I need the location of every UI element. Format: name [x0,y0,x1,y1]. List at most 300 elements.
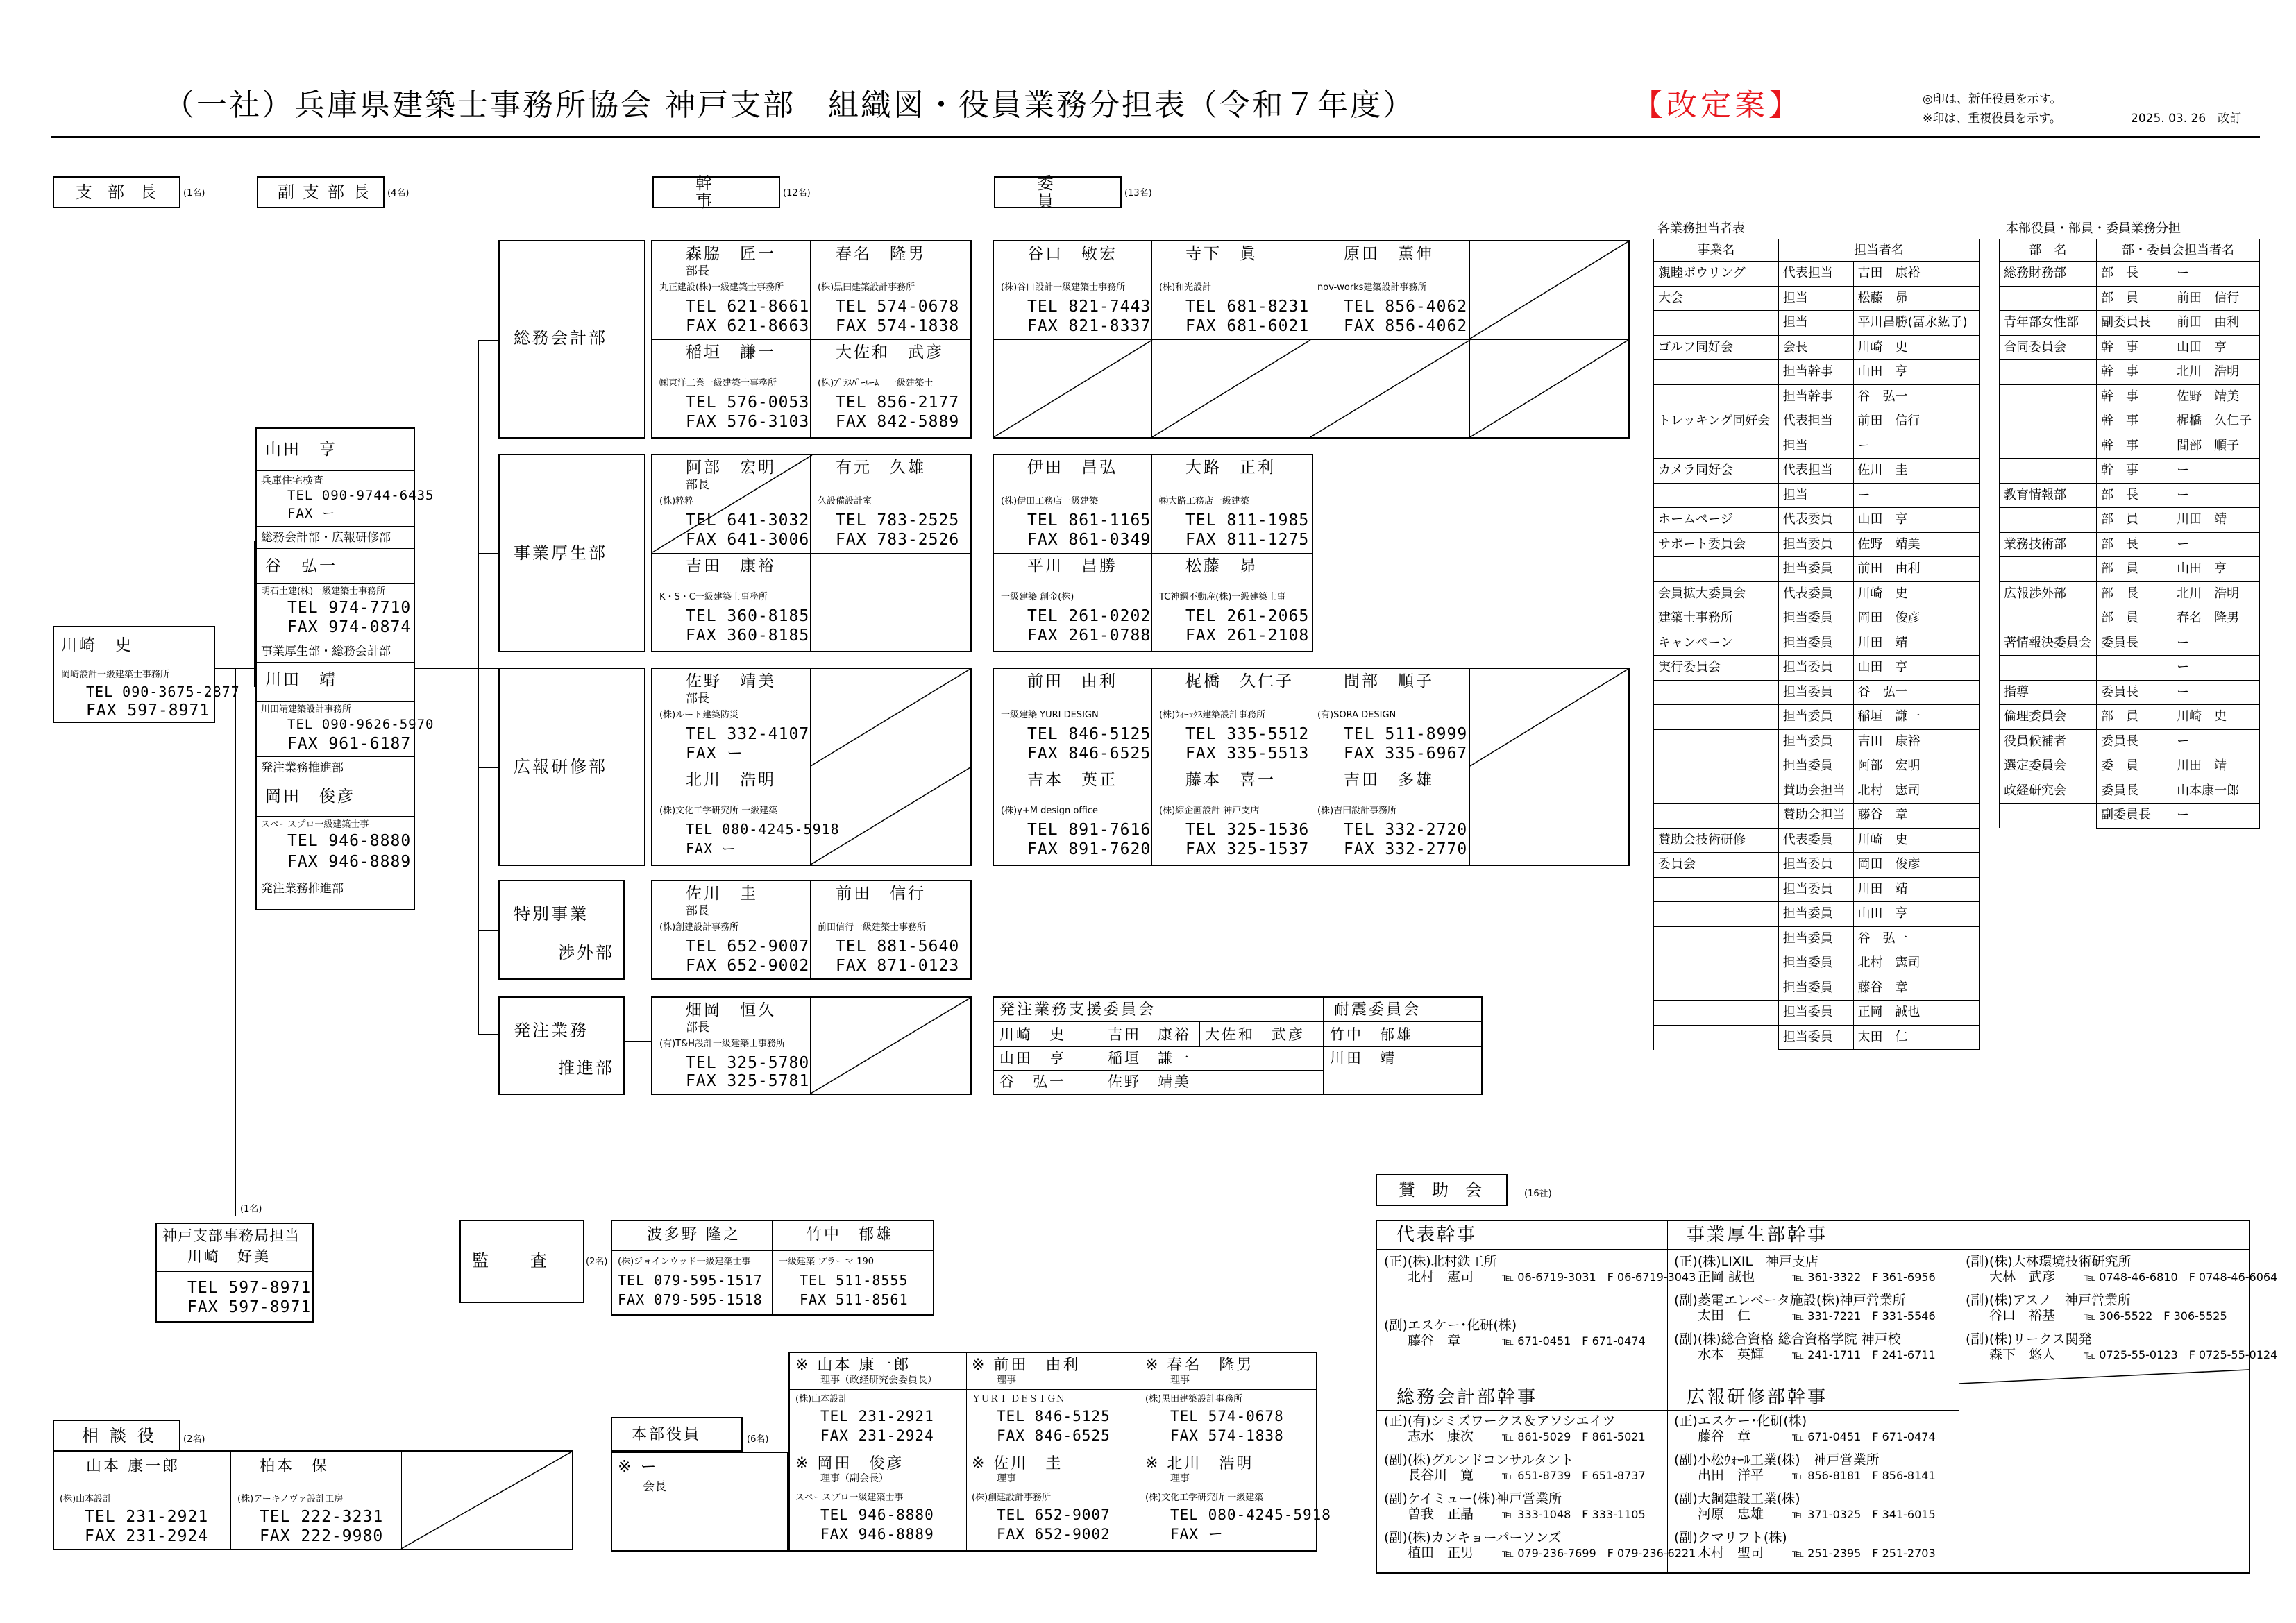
connector [478,930,498,931]
honbu-officer-name: ※ 前田 由利 [972,1357,1081,1374]
sponsor-person: 植田 正男 [1408,1545,1474,1561]
honbu-officer-title: 理事 [997,1473,1016,1484]
empty-slot [1310,340,1470,437]
vice-head-tel: TEL 090-9744-6435 [287,488,434,503]
honbu-officer-tel: TEL 846-5125 [997,1408,1111,1425]
soudan-name: 山本 康一郎 [86,1458,180,1475]
kanji-grid-soumu [651,240,972,439]
honbu-row-cell: 幹 事 [2096,384,2172,409]
duty-row-cell: 正岡 誠也 [1853,1001,1980,1026]
empty-slot [1470,340,1628,437]
kanji-card: 畑岡 恒久 部長 (有)T&H設計一級建築士事務所 TEL 325-5780 FAX 325-5781 [652,998,811,1094]
iin-card: 藤本 喜一 (株)綜企画設計 神戸支店 TEL 325-1536 FAX 325-1537 [1152,767,1310,865]
duty-row-cell: 川崎 史 [1853,335,1980,360]
vice-head-role: 事業厚生部・総務会計部 [261,645,391,658]
iin-card: 松藤 昴 TC神鋼不動産(株)一級建築士事 TEL 261-2065 FAX 261-2108 [1159,557,1310,645]
kanji-header: 幹事 [652,176,780,208]
honbu-officer-name: ※ 山本 康一郎 [795,1357,911,1374]
empty-slot [994,340,1152,437]
vice-head-role: 発注業務推進部 [261,882,344,896]
duty-row [1654,409,1980,434]
duty-row-cell: 阿部 宏明 [1853,754,1980,779]
duty-row-cell: 山田 亨 [1853,656,1980,681]
kansa-tel: TEL 079-595-1517 [618,1272,763,1289]
duty-row [1654,286,1980,311]
duty-row-cell: 担当 [1778,483,1853,508]
branch-head-name: 川崎 史 [61,636,133,654]
duty-row-cell [1654,311,1779,336]
sponsor-person: 河原 忠雄 [1698,1506,1764,1522]
vice-head-fax: FAX 946-8889 [287,853,412,871]
branch-head-tel: TEL 090-3675-2877 [86,683,240,700]
sponsor-tel: ℡ 06-6719-3031 F 06-6719-3043 [1502,1271,1696,1284]
honbu-row-cell: ー [2172,631,2260,656]
duty-row-cell: 松藤 昴 [1853,286,1980,311]
duty-row-cell: 平川昌勝(冨永紘子) [1853,311,1980,336]
sponsor-tel: ℡ 0725-55-0123 F 0725-55-0124 [2084,1348,2278,1361]
honbu-row-cell: 副委員長 [2096,311,2172,336]
honbu-row-cell: 佐野 靖美 [2172,384,2260,409]
iin-card: 梶橋 久仁子 (株)ｳｨｰｯｸｽ建築設計事務所 TEL 335-5512 FAX 335-5513 [1152,669,1310,767]
duty-row-cell [1654,384,1779,409]
honbu-officer-tel: TEL 574-0678 [1170,1408,1284,1425]
duty-row [1654,1001,1980,1026]
revision-date: 2025. 03. 26 改訂 [2131,112,2242,126]
duty-row [1654,360,1980,385]
sponsor-empty-slash [1959,1370,2249,1384]
honbu-row-cell: 倫理委員会 [2000,705,2097,730]
duty-row-cell: 吉田 康裕 [1853,262,1980,287]
sponsor-person: 谷口 裕基 [1989,1308,2056,1323]
duty-row [1654,951,1980,976]
honbu-officer-fax: FAX 231-2924 [820,1427,934,1444]
duty-row [1654,926,1980,951]
iin-card: 谷口 敏宏 (株)谷口設計一級建築士事務所 TEL 821-7443 FAX 821-8337 [994,241,1152,340]
honbu-row-cell: 川田 靖 [2172,754,2260,779]
honbu-row-cell: 梶橋 久仁子 [2172,409,2260,434]
duty-row-cell: ー [1853,434,1980,459]
honbu-row [2000,459,2260,484]
duty-row-cell: 北村 憲司 [1853,951,1980,976]
honbu-row-cell: 部 員 [2096,286,2172,311]
honbu-row-cell [2000,459,2097,484]
duty-row-cell: 担当委員 [1778,606,1853,631]
duty-row-cell: 山田 亨 [1853,902,1980,927]
duty-row-cell [1654,804,1779,829]
empty-slot [401,1452,572,1549]
honbu-row-cell: 山田 亨 [2172,557,2260,582]
order-committee-member: 佐野 靖美 [1108,1073,1191,1090]
soudan-fax: FAX 231-2924 [85,1527,209,1545]
duty-row-cell: 山田 亨 [1853,508,1980,533]
honbu-row [2000,286,2260,311]
honbu-row [2000,384,2260,409]
duty-row-cell: 代表担当 [1778,262,1853,287]
iin-card: 吉本 英正 (株)y+M design office TEL 891-7616 FAX 891-7620 [994,767,1152,865]
duty-row-cell: 大会 [1654,286,1779,311]
honbu-chair [611,1452,788,1552]
vice-head-role: 発注業務推進部 [261,761,344,775]
duty-row [1654,459,1980,484]
duty-row-cell: 前田 由利 [1853,557,1980,582]
sponsor-name: (副)クマリフト(株) [1674,1530,1787,1545]
sponsor-name: (副)(株)アスノ 神戸営業所 [1966,1293,2131,1308]
duty-row-cell: サポート委員会 [1654,532,1779,557]
duty-row-cell: 担当幹事 [1778,384,1853,409]
duty-row-cell [1654,705,1779,730]
header-rule [51,136,2260,138]
honbu-officer-title: 理事（副会長） [820,1473,888,1484]
honbu-row [2000,311,2260,336]
quake-committee-member: 竹中 郁雄 [1330,1026,1413,1043]
honbu-row [2000,557,2260,582]
duty-row-cell: 佐野 靖美 [1853,532,1980,557]
vice-head-name: 山田 亨 [265,441,337,459]
kanji-count: (12名) [783,188,811,198]
honbu-row [2000,360,2260,385]
empty-slot [811,998,970,1094]
empty-slot [1470,669,1628,767]
duty-col-person: 担当者名 [1778,239,1979,262]
honbu-officer-tel: TEL 946-8880 [820,1506,934,1523]
honbu-officer-fax: FAX 574-1838 [1170,1427,1284,1444]
iin-card: 平川 昌勝 一級建築 創金(株) TEL 261-0202 FAX 261-0788 [994,554,1152,651]
iin-card: 原田 薫伸 nov-works建築設計事務所 TEL 856-4062 FAX 856-4062 [1310,241,1470,340]
duty-row-cell: 太田 仁 [1853,1025,1980,1050]
sponsor-tel: ℡ 371-0325 F 341-6015 [1792,1508,1936,1521]
honbu-row-cell: 総務財務部 [2000,262,2097,287]
duty-row [1654,483,1980,508]
honbu-row-cell: 副委員長 [2096,804,2172,829]
kanji-card: 森脇 匠一 部長 丸正建設(株)一級建築士事務所 TEL 621-8661 FAX 621-8663 [652,241,811,340]
dept-tokubetsu: 特別事業 渉外部 [498,880,625,980]
soudan-org: (株)山本設計 [60,1494,112,1504]
duty-row-cell: 代表委員 [1778,508,1853,533]
sponsor-person: 藤谷 章 [1698,1429,1751,1444]
kansa-org: 一級建築 プラーマ 190 [779,1257,875,1267]
honbu-officer-name: ※ 春名 隆男 [1145,1357,1254,1374]
branch-head-header: 支部長 [53,176,180,208]
duty-row-cell [1654,926,1779,951]
duty-row-cell: ー [1853,483,1980,508]
duty-row-cell: 委員会 [1654,853,1779,878]
sponsor-name: (副)菱電エレベータ施設(株)神戸営業所 [1674,1293,1906,1308]
sponsor-name: (副)(株)リークス関発 [1966,1332,2092,1347]
duty-row-cell: 担当幹事 [1778,360,1853,385]
honbu-row-cell: 委員長 [2096,631,2172,656]
duty-row-cell [1654,360,1779,385]
sponsor-name: (副)小松ｳｫｰﾙ工業(株) 神戸営業所 [1674,1452,1880,1468]
honbu-table-title: 本部役員・部員・委員業務分担 [2006,221,2181,236]
honbu-row-cell: 青年部女性部 [2000,311,2097,336]
branch-head-count: (1名) [183,188,205,198]
duty-row [1654,631,1980,656]
sponsor-tel: ℡ 251-2395 F 251-2703 [1792,1547,1936,1560]
soudan-tel: TEL 231-2921 [85,1508,209,1526]
duty-row-cell: 前田 信行 [1853,409,1980,434]
connector [235,668,236,1216]
honbu-row-cell: ー [2172,680,2260,705]
duty-row-cell: 担当 [1778,434,1853,459]
duty-row-cell [1654,951,1779,976]
duty-row [1654,680,1980,705]
sponsor-tel: ℡ 861-5029 F 861-5021 [1502,1430,1646,1443]
duty-row [1654,335,1980,360]
empty-slot [652,455,812,552]
honbu-officer-org: ＹＵＲＩ ＤＥＳＩＧＮ [972,1394,1065,1404]
sponsor-name: (副)(株)総合資格 総合資格学院 神戸校 [1674,1332,1901,1347]
honbu-row-cell: ー [2172,729,2260,754]
honbu-officer-tel: TEL 231-2921 [820,1408,934,1425]
soudan-org: (株)アーキノヴァ設計工房 [237,1494,344,1504]
sponsor-name: (副)ケイミュー(株)神戸営業所 [1384,1491,1562,1506]
honbu-row-cell: 幹 事 [2096,434,2172,459]
iin-card: 大路 正利 ㈱大路工務店一級建築 TEL 811-1985 FAX 811-1275 [1152,455,1312,554]
honbu-table [1999,239,2260,829]
sponsor-person: 水本 英輝 [1698,1347,1764,1362]
honbu-row-cell: 北川 浩明 [2172,581,2260,606]
sponsor-person: 出田 洋平 [1698,1468,1764,1483]
honbu-row-cell [2000,606,2097,631]
duty-row-cell: キャンペーン [1654,631,1779,656]
honbu-row [2000,754,2260,779]
honbu-row-cell: 北川 浩明 [2172,360,2260,385]
iin-card: 寺下 眞 (株)和光設計 TEL 681-8231 FAX 681-6021 [1152,241,1310,340]
honbu-officer-tel: TEL 080-4245-5918 [1170,1506,1331,1523]
honbu-count: (6名) [747,1434,769,1445]
duty-row-cell [1654,754,1779,779]
duty-row-cell: 北村 憲司 [1853,779,1980,804]
honbu-table-wrap [1999,239,2260,829]
honbu-row [2000,631,2260,656]
order-committee-member: 稲垣 謙一 [1108,1050,1191,1067]
honbu-officer-name: ※ 岡田 俊彦 [795,1455,904,1472]
vice-head-org: 明石土建(株)一級建築士事務所 [261,586,386,597]
honbu-row-cell: 部 長 [2096,262,2172,287]
honbu-row-cell: 春名 隆男 [2172,606,2260,631]
honbu-row [2000,508,2260,533]
honbu-row-cell: 選定委員会 [2000,754,2097,779]
vice-head-org: 兵庫住宅検査 [261,474,324,486]
duty-row [1654,729,1980,754]
honbu-row-cell [2000,384,2097,409]
duty-row-cell: カメラ同好会 [1654,459,1779,484]
order-committee-member: 谷 弘一 [999,1073,1066,1090]
honbu-officer-org: (株)黒田建築設計事務所 [1145,1394,1243,1404]
iin-card: 伊田 昌弘 (株)伊田工務店一級建築 TEL 861-1165 FAX 861-0349 [994,455,1152,554]
honbu-row-cell: 合同委員会 [2000,335,2097,360]
honbu-row-cell: 山本康一郎 [2172,779,2260,804]
honbu-row-cell: 幹 事 [2096,335,2172,360]
honbu-officer-title: 理事（政経研究会委員長） [820,1375,937,1386]
duty-row-cell: ホームページ [1654,508,1779,533]
duty-row-cell [1654,729,1779,754]
kanji-card: 有元 久雄 久設備設計室 TEL 783-2525 FAX 783-2526 [811,455,970,554]
honbu-row-cell: 部 長 [2096,532,2172,557]
order-committee-title: 発注業務支援委員会 [999,1001,1156,1019]
honbu-grid [788,1352,1331,1552]
duty-row-cell: 川崎 史 [1853,828,1980,853]
duty-row-cell: 建築士事務所 [1654,606,1779,631]
note-new-officer: ◎印は、新任役員を示す。 [1923,92,2062,106]
honbu-row-cell: 教育情報部 [2000,483,2097,508]
honbu-row-cell: 委員長 [2096,729,2172,754]
honbu-officer-fax: FAX 846-6525 [997,1427,1111,1444]
sponsor-tel: ℡ 0748-46-6810 F 0748-46-6064 [2084,1271,2278,1284]
sponsor-tel: ℡ 241-1711 F 241-6711 [1792,1348,1936,1361]
duty-row-cell: 担当委員 [1778,902,1853,927]
iin-grid-kouhou [993,668,1630,866]
soudan-tel: TEL 222-3231 [260,1508,384,1526]
duty-row-cell: 岡田 俊彦 [1853,606,1980,631]
duty-row-cell: トレッキング同好会 [1654,409,1779,434]
honbu-col-dept: 部 名 [2000,239,2097,262]
duty-row [1654,877,1980,902]
jigyo-title: 事業厚生部幹事 [1687,1225,1828,1246]
office-title: 神戸支部事務局担当 [162,1227,300,1244]
sponsor-person: 曽我 正晶 [1408,1506,1474,1522]
connector [478,553,498,554]
draft-label: 【改定案】 [1632,87,1803,123]
iin-count: (13名) [1124,188,1152,198]
honbu-row-cell: 川崎 史 [2172,705,2260,730]
duty-row-cell: 担当委員 [1778,754,1853,779]
honbu-row [2000,705,2260,730]
honbu-officer-title: 理事 [997,1375,1016,1386]
sponsor-name: (正)(株)北村鉄工所 [1384,1254,1497,1269]
honbu-officer-org: (株)創建設計事務所 [972,1493,1052,1503]
vice-head-org: スペースプロ一級建築士事 [261,819,369,830]
office-name: 川崎 好美 [187,1248,271,1265]
kanji-card: 吉田 康裕 K・S・C一級建築士事務所 TEL 360-8185 FAX 360-8185 [652,554,811,651]
kansa-count: (2名) [586,1257,608,1267]
honbu-row [2000,335,2260,360]
sponsor-tel: ℡ 651-8739 F 651-8737 [1502,1469,1646,1482]
kansa-org: (株)ジョインウッド一級建築士事 [618,1257,751,1267]
honbu-row-cell: ー [2172,459,2260,484]
quake-committee-title: 耐震委員会 [1334,1001,1421,1019]
duty-row-cell: 担当 [1778,286,1853,311]
duty-row-cell: 担当委員 [1778,656,1853,681]
kanji-card: 佐野 靖美 部長 (株)ルート建築防災 TEL 332-4107 FAX ー [652,669,811,767]
sponsor-tel: ℡ 671-0451 F 671-0474 [1792,1430,1936,1443]
duty-row-cell: 藤谷 章 [1853,976,1980,1001]
honbu-officer-org: スペースプロ一級建築士事 [795,1493,904,1503]
soudan-name: 柏本 保 [260,1458,330,1475]
duty-row-cell: 藤谷 章 [1853,804,1980,829]
duty-row [1654,656,1980,681]
honbu-row [2000,483,2260,508]
sponsor-tel: ℡ 079-236-7699 F 079-236-6221 [1502,1547,1696,1560]
order-committee-member: 山田 亨 [999,1050,1066,1067]
honbu-row [2000,680,2260,705]
honbu-officer-org: (株)文化工学研究所 一級建築 [1145,1493,1264,1503]
sponsor-tel: ℡ 306-5522 F 306-5525 [2084,1309,2227,1323]
sponsor-name: (副)大鋼建設工業(株) [1674,1491,1800,1506]
honbu-row-cell [2000,360,2097,385]
duty-row-cell: 代表委員 [1778,581,1853,606]
honbu-officer-org: (株)山本設計 [795,1394,848,1404]
duty-row [1654,384,1980,409]
iin-grid-jigyo [993,454,1313,652]
honbu-officer-name: ※ 佐川 圭 [972,1455,1063,1472]
empty-slot [1470,241,1628,340]
kansa-grid [611,1220,934,1316]
sanjo-header: 賛助会 [1376,1174,1508,1206]
duty-row-cell [1654,557,1779,582]
soudan-count: (2名) [183,1434,205,1445]
kouhou-title: 広報研修部幹事 [1687,1387,1828,1408]
duty-row-cell: 担当委員 [1778,976,1853,1001]
connector [625,1041,652,1042]
duty-row-cell: 谷 弘一 [1853,384,1980,409]
kanji-card: 稲垣 謙一 ㈱東洋工業一級建築士事務所 TEL 576-0053 FAX 576-3103 [652,340,811,437]
honbu-officer-name: ※ 北川 浩明 [1145,1455,1254,1472]
honbu-row-cell: 著情報決委員会 [2000,631,2097,656]
honbu-row-cell: 政経研究会 [2000,779,2097,804]
vice-head-tel: TEL 090-9626-5970 [287,717,434,732]
duty-row-cell: 担当委員 [1778,926,1853,951]
daihyo-title: 代表幹事 [1396,1225,1478,1246]
kansa-tel: TEL 511-8555 [800,1272,909,1289]
duty-table-title: 各業務担当者表 [1657,221,1745,236]
sponsor-person: 藤谷 章 [1408,1333,1461,1348]
vice-head-org: 川田靖建築設計事務所 [261,704,352,715]
duty-row-cell: 賛助会担当 [1778,804,1853,829]
honbu-row-cell: 部 長 [2096,581,2172,606]
office-count: (1名) [240,1204,262,1214]
order-committee-member: 吉田 康裕 [1108,1026,1191,1043]
sponsor-tel: ℡ 331-7221 F 331-5546 [1792,1309,1936,1323]
honbu-row [2000,409,2260,434]
honbu-row [2000,532,2260,557]
duty-row-cell: 吉田 康裕 [1853,729,1980,754]
sponsor-name: (副)(株)グルンドコンサルタント [1384,1452,1574,1468]
honbu-row-cell: 幹 事 [2096,409,2172,434]
duty-col-event: 事業名 [1654,239,1779,262]
duty-row [1654,754,1980,779]
kansa-fax: FAX 511-8561 [800,1291,909,1308]
duty-row-cell: 担当 [1778,311,1853,336]
honbu-row-cell: 業務技術部 [2000,532,2097,557]
vice-head-role: 総務会計部・広報研修部 [261,531,391,545]
duty-row [1654,804,1980,829]
duty-row-cell [1654,902,1779,927]
kanji-card: 阿部 宏明 部長 (株)粋粋 TEL 641-3032 FAX 641-3006 [652,455,811,554]
honbu-row-cell [2000,508,2097,533]
dept-jigyo: 事業厚生部 [498,454,645,652]
honbu-officer-title: 理事 [1170,1473,1190,1484]
sponsor-name: (副)(株)大林環境技術研究所 [1966,1254,2132,1269]
duty-row-cell [1654,779,1779,804]
duty-table-wrap [1653,239,1980,1050]
sponsor-tel: ℡ 856-8181 F 856-8141 [1792,1469,1936,1482]
kanji-grid-jigyo [651,454,972,652]
honbu-row-cell: 広報渉外部 [2000,581,2097,606]
duty-row-cell: 実行委員会 [1654,656,1779,681]
duty-row-cell: 代表委員 [1778,828,1853,853]
duty-row [1654,532,1980,557]
order-committee-member: 大佐和 武彦 [1205,1026,1305,1043]
honbu-row [2000,804,2260,829]
iin-grid-soumu [993,240,1630,439]
honbu-row [2000,779,2260,804]
soudan-fax: FAX 222-9980 [260,1527,384,1545]
honbu-row-cell: ー [2172,262,2260,287]
soudan-header: 相談役 [53,1420,180,1452]
office-fax: FAX 597-8971 [187,1298,312,1316]
vice-heads-column [255,427,434,910]
